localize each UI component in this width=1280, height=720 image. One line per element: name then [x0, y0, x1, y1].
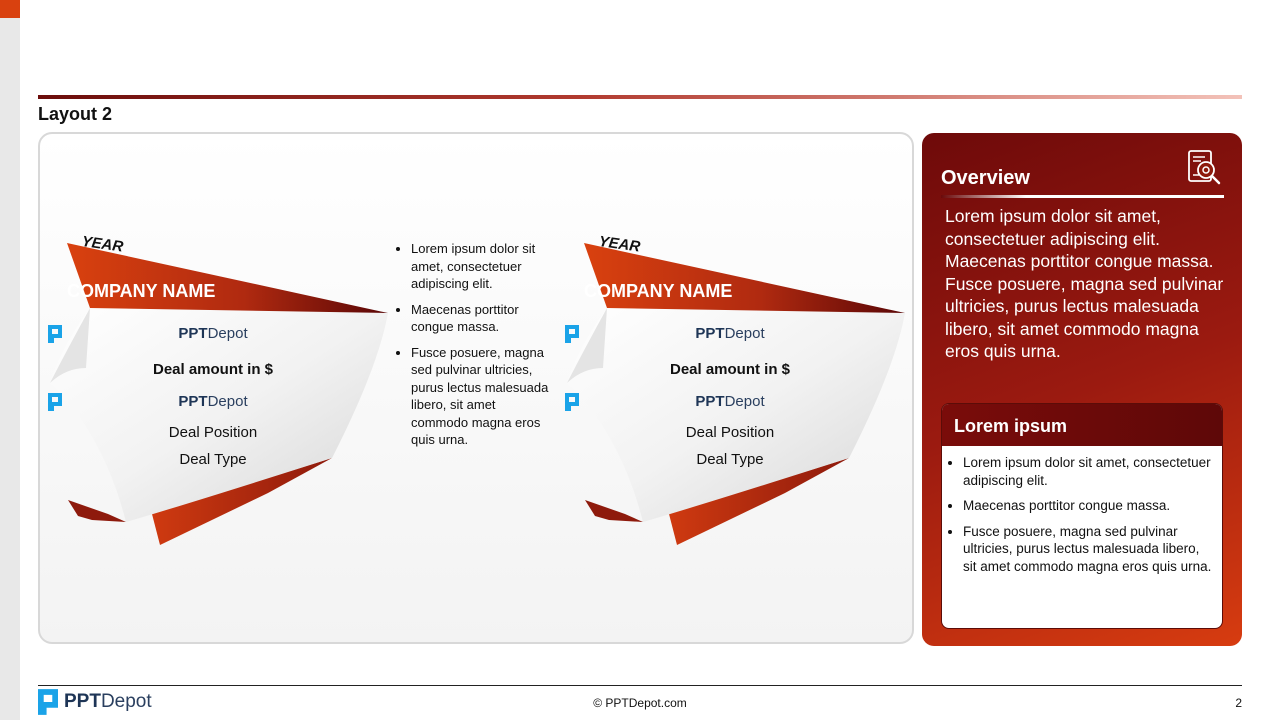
footer-divider: [38, 685, 1242, 686]
logo-regular-text: Depot: [724, 393, 765, 410]
tombstone-year: YEAR: [597, 233, 642, 256]
deal-position: Deal Position: [685, 424, 775, 441]
footer-copyright: © PPTDepot.com: [593, 696, 687, 710]
logo-regular-text: Depot: [724, 325, 765, 342]
folded-ribbon-graphic: [48, 228, 393, 548]
overview-panel: [922, 133, 1242, 646]
tombstone-year: YEAR: [80, 233, 125, 256]
deal-amount: Deal amount in $: [669, 361, 791, 378]
list-item: • Maecenas porttitor congue massa.: [963, 497, 1212, 515]
logo-bold-text: PPT: [178, 325, 208, 342]
logo-bold-text: PPT: [695, 393, 725, 410]
lorem-ipsum-card: [941, 403, 1223, 629]
pptdepot-logo-icon: [48, 393, 62, 411]
pptdepot-logo: [48, 393, 378, 410]
pptdepot-logo-icon: [38, 689, 58, 715]
page-number: 2: [1235, 696, 1242, 710]
list-item: • Fusce posuere, magna sed pulvinar ultricies, purus lectus malesuada libero, sit amet commodo magna eros quis urna.: [411, 344, 556, 449]
title-rule: [38, 95, 1242, 99]
logo-regular-text: Depot: [100, 691, 152, 712]
tombstone-card: [48, 228, 378, 548]
pptdepot-logo-icon: [48, 325, 62, 343]
list-item: • Lorem ipsum dolor sit amet, consectetuer adipiscing elit.: [411, 240, 556, 293]
logo-regular-text: Depot: [207, 325, 248, 342]
folded-ribbon-graphic: [565, 228, 910, 548]
page-title: Layout 2: [38, 104, 113, 124]
overview-text: Lorem ipsum dolor sit amet, consectetuer adipiscing elit. Maecenas porttitor congue massa. Fusce posuere, magna sed pulvinar ultricies, purus lectus malesuada libero, sit amet commodo magna eros quis urna.: [945, 206, 1224, 361]
pptdepot-logo: [565, 325, 895, 342]
document-search-icon: [1185, 149, 1225, 189]
corner-accent: [0, 0, 20, 18]
overview-title: Overview: [941, 167, 1030, 189]
left-margin-strip: [0, 0, 20, 720]
tombstone-company-name: COMPANY NAME: [67, 281, 216, 301]
deal-position: Deal Position: [168, 424, 258, 441]
deal-amount: Deal amount in $: [152, 361, 274, 378]
pptdepot-logo-icon: [565, 393, 579, 411]
overview-divider: [941, 195, 1224, 198]
pptdepot-logo: [48, 325, 378, 342]
middle-bullet-list: [396, 240, 556, 457]
deal-type: Deal Type: [696, 451, 764, 468]
list-item: • Lorem ipsum dolor sit amet, consectetuer adipiscing elit.: [963, 454, 1212, 489]
tombstone-card: [565, 228, 895, 548]
pptdepot-logo-icon: [565, 325, 579, 343]
logo-bold-text: PPT: [64, 691, 101, 712]
lorem-ipsum-card-title: Lorem ipsum: [942, 404, 1222, 446]
list-item: • Fusce posuere, magna sed pulvinar ultricies, purus lectus malesuada libero, sit amet commodo magna eros quis urna.: [963, 523, 1212, 576]
lorem-ipsum-bullet-list: [942, 454, 1222, 575]
logo-bold-text: PPT: [695, 325, 725, 342]
list-item: • Maecenas porttitor congue massa.: [411, 301, 556, 336]
deal-type: Deal Type: [179, 451, 247, 468]
footer-logo: [38, 689, 152, 715]
pptdepot-logo: [565, 393, 895, 410]
tombstone-company-name: COMPANY NAME: [584, 281, 733, 301]
logo-bold-text: PPT: [178, 393, 208, 410]
logo-regular-text: Depot: [207, 393, 248, 410]
